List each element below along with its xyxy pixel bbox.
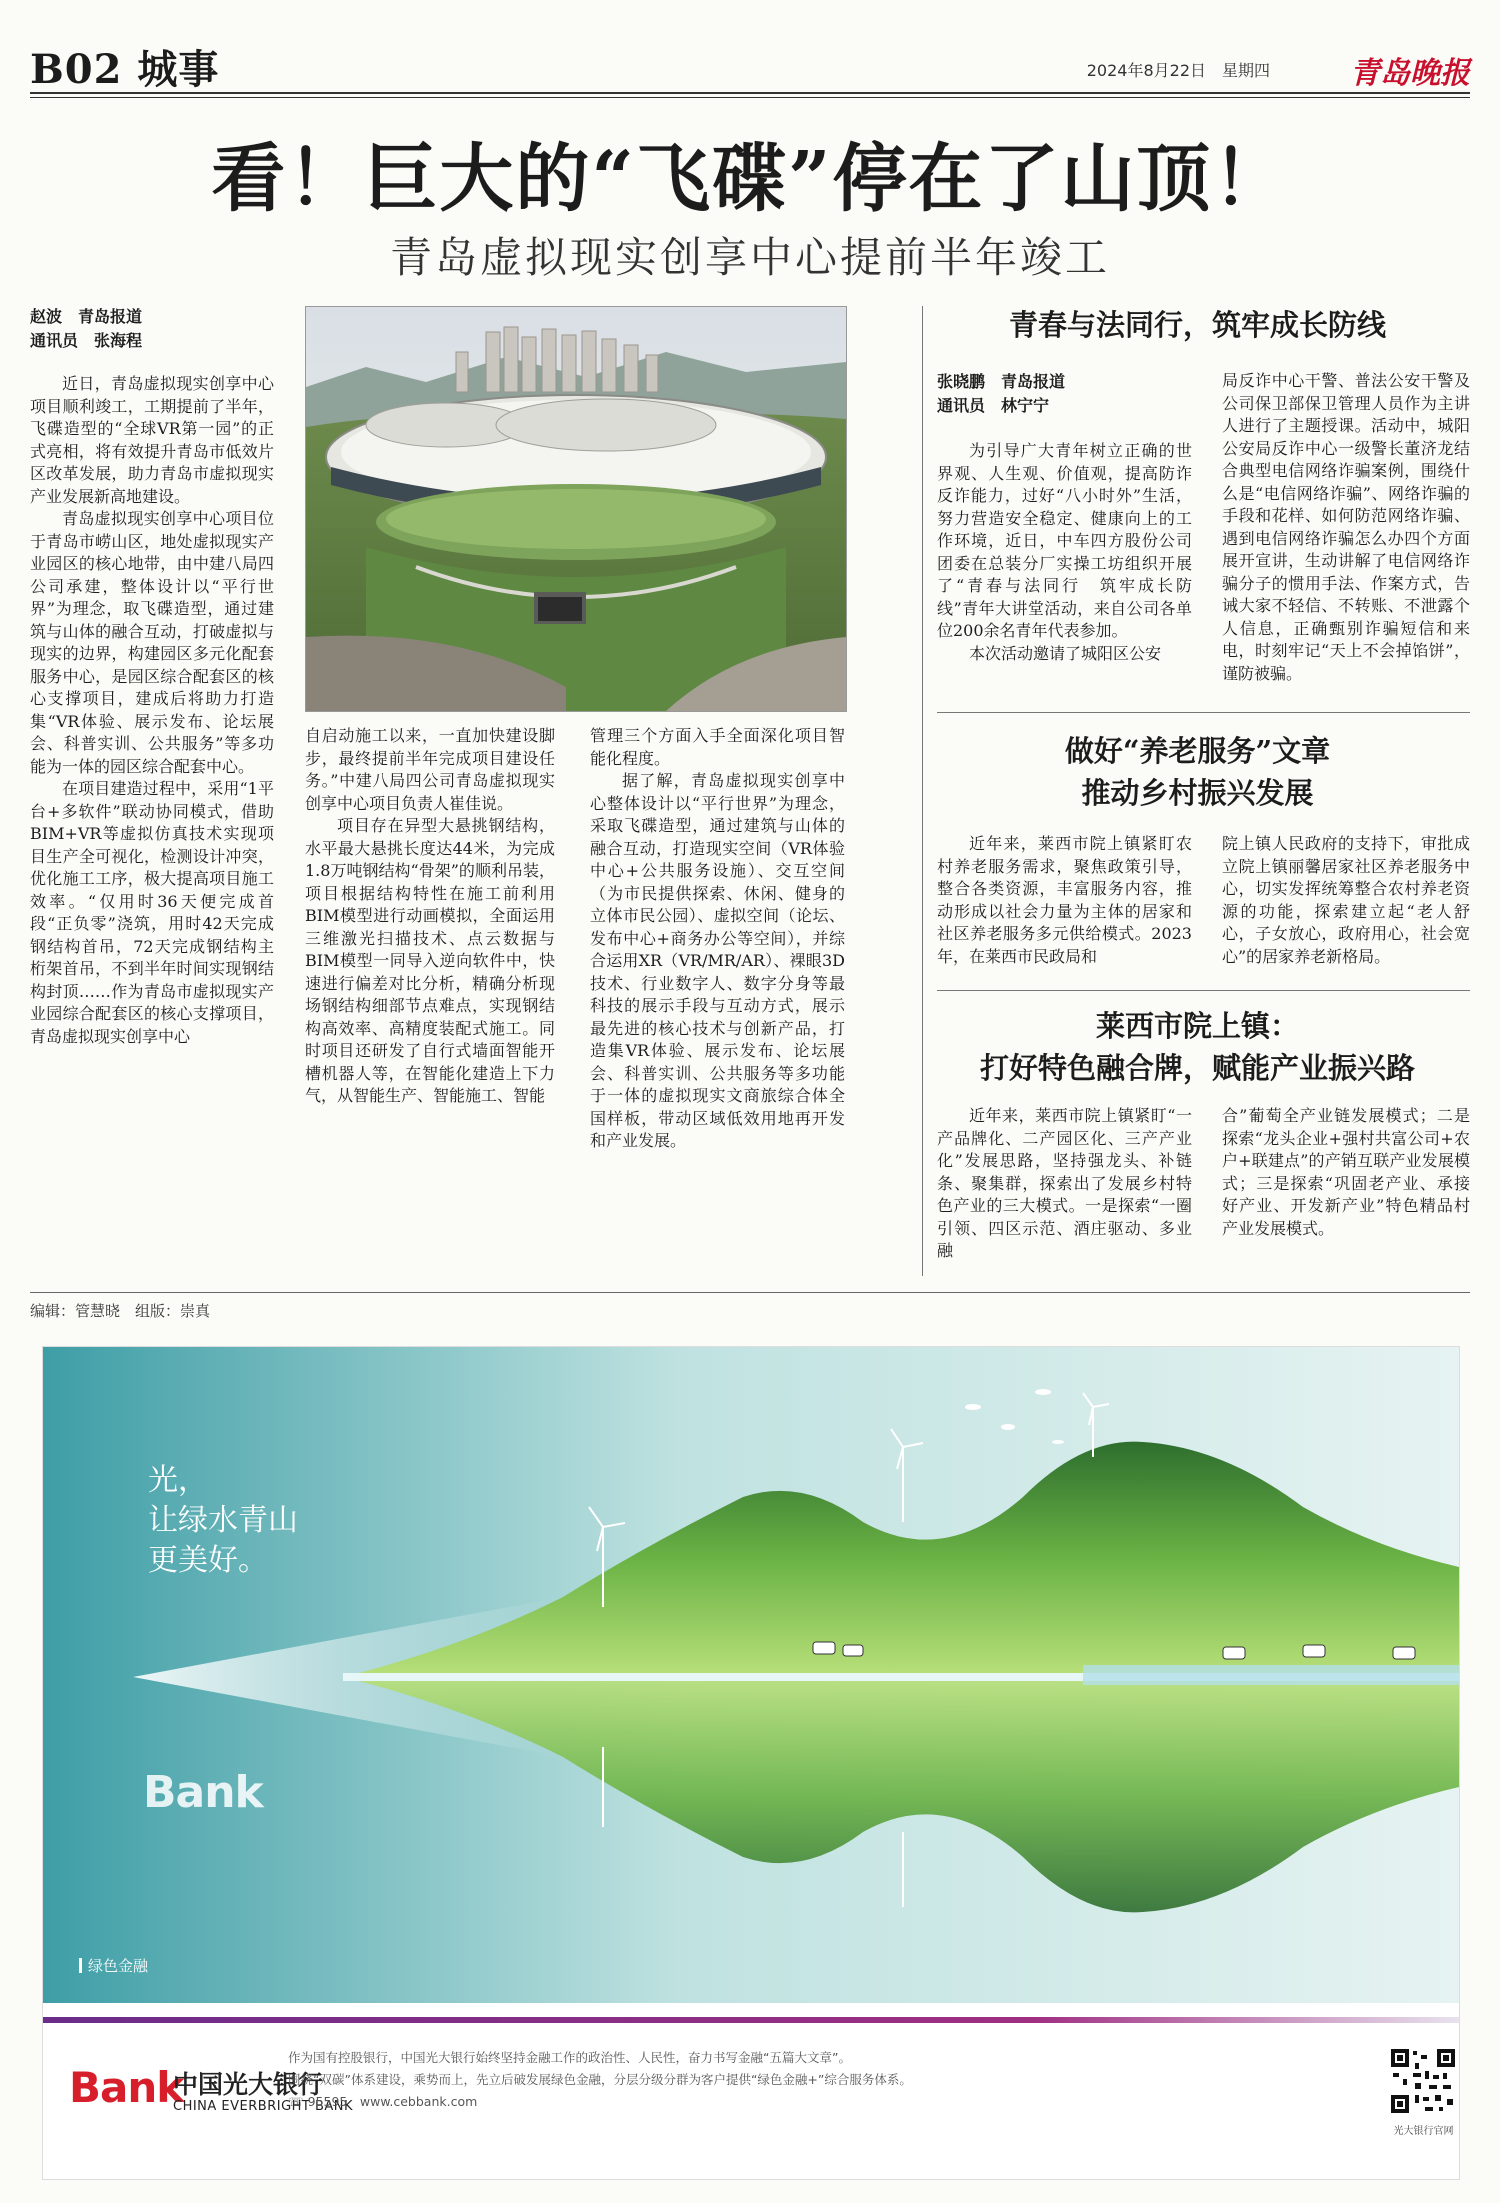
title-line: 打好特色融合牌，赋能产业振兴路 [979, 1051, 1415, 1085]
paragraph: 在项目建造过程中，采用“1平台+多软件”联动协同模式，借助BIM+VR等虚拟仿真技术实现项目生产全可视化，检测设计冲突，优化施工工序，极大提高项目施工效率。“仅用时36天便完成首段“正负零”浇筑，用时42天完成钢结构首吊，72天完成钢结构主桁架首吊，不到半年时间实现钢结构封顶……作为青岛市虚拟现实产业园综合配套区的核心支撑项目，青岛虚拟现实创享中心 [30, 779, 274, 1046]
paragraph: 局反诈中心干警、普法公安干警及公司保卫部保卫管理人员作为主讲人进行了主题授课。活动中，城阳公安局反诈中心一级警长董济龙结合典型电信网络诈骗案例，围绕什么是“电信网络诈骗”、网络诈骗的手段和花样、如何防范网络诈骗、遇到电信网络诈骗怎么办四个方面展开宣讲，生动讲解了电信网络诈骗分子的惯用手法、作案方式，告诫大家不轻信、不转账、不泄露个人信息，正确甄别诈骗短信和来电，时刻牢记“天上不会掉馅饼”，谨防被骗。 [1222, 371, 1470, 683]
paragraph: 自启动施工以来，一直加快建设脚步，最终提前半年完成项目建设任务。”中建八局四公司青岛虚拟现实创享中心项目负责人崔佳说。 [305, 726, 555, 813]
paragraph: 项目存在异型大悬挑钢结构，水平最大悬挑长度达44米，为完成1.8万吨钢结构“骨架”的顺利吊装，项目根据结构特性在施工前利用BIM模型进行动画模拟，全面运用三维激光扫描技术、点云数据与BIM模型一同导入逆向软件中，快速进行偏差对比分析，精确分析现场钢结构细部节点难点，实现钢结构高效率、高精度装配式施工。同时项目还研发了自行式墙面智能开槽机器人等，在智能化建造上下力气，从智能生产、智能施工、智能 [305, 816, 555, 1105]
side-story-2-col-a [937, 833, 1192, 973]
title-line: 做好“养老服务”文章 [1064, 734, 1331, 768]
paragraph: 近日，青岛虚拟现实创享中心项目顺利竣工，工期提前了半年，飞碟造型的“全球VR第一园”的正式亮相，将有效提升青岛市低效片区改革发展，助力青岛市虚拟现实产业发展新高地建设。 [30, 374, 274, 506]
main-headline: 看！巨大的“飞碟”停在了山顶！ [211, 136, 1289, 222]
paragraph: 青岛虚拟现实创享中心项目位于青岛市崂山区，地处虚拟现实产业园区的核心地带，由中建八局四公司承建，整体设计以“平行世界”为理念，取飞碟造型，通过建筑与山体的融合互动，打破虚拟与现实的边界，构建园区多元化配套服务中心，是园区综合配套区的核心支撑项目，建成后将助力打造集“VR体验、展示发布、论坛展会、科普实训、公共服务”等多功能为一体的园区综合配套中心。 [30, 509, 274, 776]
paragraph: 合”葡萄全产业链发展模式；二是探索“龙头企业+强村共富公司+农户+联建点”的产销互联产业发展模式；三是探索“巩固老产业、承接好产业、开发新产业”特色精品村产业发展模式。 [1222, 1106, 1470, 1238]
paragraph: 近年来，莱西市院上镇紧盯“一产品牌化、二产园区化、三产产业化”发展思路，坚持强龙头、补链条、聚集群，探索出了发展乡村特色产业的三大模式。一是探索“一圈引领、四区示范、酒庄驱动、多业融 [937, 1106, 1192, 1260]
ad-color-band [43, 2017, 1459, 2023]
ad-slogan [148, 1461, 298, 1581]
section-divider [937, 712, 1470, 713]
bank-advertisement [42, 1346, 1460, 2180]
main-story-col-1 [30, 373, 274, 1213]
desc-line: 围绕“双碳”体系建设，乘势而上，先立后破发展绿色金融，分层分级分群为客户提供“绿色金融+”综合服务体系。 [288, 2072, 912, 2087]
title-line: 推动乡村振兴发展 [1081, 776, 1314, 810]
paragraph: 本次活动邀请了城阳区公安 [969, 643, 1162, 663]
green-finance-label: 绿色金融 [79, 1955, 148, 1976]
page-tag: B02 城事 [30, 46, 220, 93]
masthead-logo: 青岛晚报 [1350, 56, 1470, 91]
main-byline [30, 305, 142, 353]
byline-reporter: 张晓鹏 青岛报道 [937, 372, 1066, 391]
editor-credit: 编辑：管慧晓 组版：崇真 [30, 1302, 211, 1320]
slogan-line: 让绿水青山 [148, 1503, 298, 1538]
ad-overlay-logo: Bank [143, 1767, 263, 1818]
main-story-col-2 [305, 725, 555, 1225]
ufo-building-photo [306, 307, 846, 711]
desc-line: 作为国有控股银行，中国光大银行始终坚持金融工作的政治性、人民性，奋力书写金融“五篇大文章”。 [288, 2050, 851, 2065]
landscape-artwork [43, 1347, 1459, 2003]
side-story-1-byline [937, 370, 1065, 418]
side-story-1-col-b [1222, 370, 1470, 702]
news-photo [305, 306, 847, 712]
bank-name-en: CHINA EVERBRIGHT BANK [173, 2099, 354, 2114]
side-story-3-title [925, 1005, 1470, 1089]
qr-caption: 光大银行官网 [1393, 2126, 1454, 2137]
slogan-line: 光， [148, 1463, 208, 1498]
main-subhead: 青岛虚拟现实创享中心提前半年竣工 [389, 233, 1110, 282]
paragraph: 据了解，青岛虚拟现实创享中心整体设计以“平行世界”为理念，采取飞碟造型，通过建筑与山体的融合互动，打造现实空间（VR体验中心+公共服务设施）、交互空间（为市民提供探索、休闲、健身的立体市民公园）、虚拟空间（论坛、发布中心+商务办公等空间），并综合运用XR（VR/MR/AR）、裸眼3D技术、行业数字人、数字分身等最科技的展示手段与互动方式，展示最先进的核心技术与创新产品，打造集VR体验、展示发布、论坛展会、科普实训、公共服务等多功能于一体的虚拟现实文商旅综合体全国样板，带动区域低效用地再开发和产业发展。 [590, 771, 845, 1150]
contact-line: ☏ 95595 www.cebbank.com [288, 2094, 478, 2109]
paragraph: 近年来，莱西市院上镇紧盯农村养老服务需求，聚焦政策引导，整合各类资源，丰富服务内容，推动形成以社会力量为主体的居家和社区养老服务多元供给模式。2023年，在莱西市民政局和 [937, 834, 1192, 966]
side-story-3-col-a [937, 1105, 1192, 1275]
side-story-3-col-b [1222, 1105, 1470, 1275]
section-divider [937, 990, 1470, 991]
page-date: 2024年8月22日 星期四 [1086, 61, 1270, 80]
header-rule [30, 92, 1470, 94]
side-story-1-title: 青春与法同行，筑牢成长防线 [1008, 308, 1386, 342]
byline-reporter: 赵波 青岛报道 [30, 307, 143, 326]
side-story-1-col-a [937, 440, 1192, 702]
paragraph: 为引导广大青年树立正确的世界观、人生观、价值观，提高防诈反诈能力，过好“八小时外”生活，努力营造安全稳定、健康向上的工作环境，近日，中车四方股份公司团委在总装分厂实操工坊组织开展了“青春与法同行 筑牢成长防线”青年大讲堂活动，来自公司各单位200余名青年代表参加。 [937, 441, 1192, 640]
bank-name-cn: 中国光大银行 [173, 2070, 324, 2099]
paragraph: 管理三个方面入手全面深化项目智能化程度。 [590, 726, 845, 768]
side-story-2-col-b [1222, 833, 1470, 973]
slogan-line: 更美好。 [148, 1543, 268, 1578]
title-line: 莱西市院上镇： [1095, 1009, 1299, 1043]
paragraph: 院上镇人民政府的支持下，审批成立院上镇丽馨居家社区养老服务中心，切实发挥统筹整合农村养老资源的功能，探索建立起“老人舒心，子女放心，政府用心，社会宽心”的居家养老新格局。 [1222, 834, 1470, 966]
ad-description [288, 2047, 1088, 2113]
main-story-col-3 [590, 725, 845, 1225]
byline-correspondent: 通讯员 林宁宁 [937, 396, 1050, 415]
byline-correspondent: 通讯员 张海程 [30, 331, 143, 350]
column-divider [922, 306, 923, 1276]
header-rule-thin [30, 97, 1470, 98]
bank-logo-icon: Bank [69, 2063, 184, 2112]
side-story-2-title [925, 730, 1470, 814]
footer-rule [30, 1292, 1470, 1293]
qr-code-icon [1389, 2047, 1457, 2115]
